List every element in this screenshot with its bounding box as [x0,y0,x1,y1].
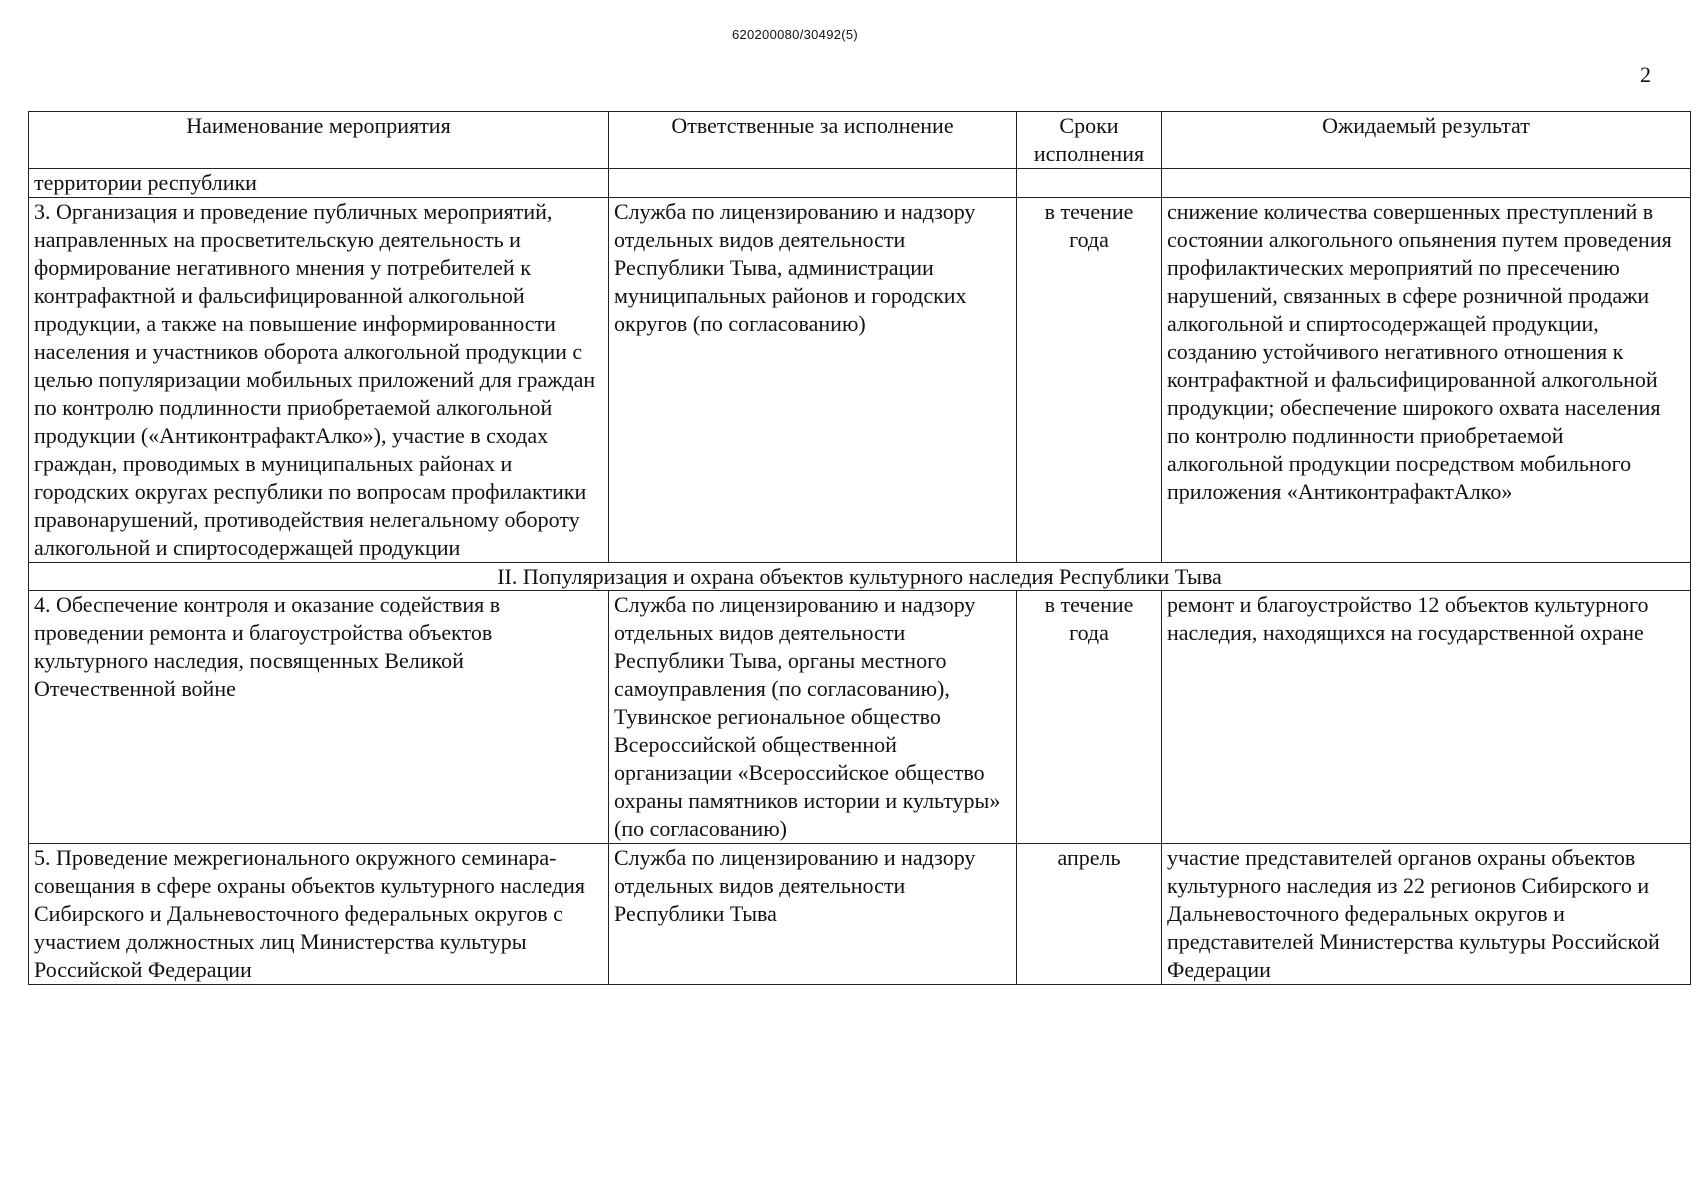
table-row [29,169,1691,198]
deadline-cell: в течение года [1017,591,1162,844]
result-cell: участие представителей органов охраны объектов культурного наследия из 22 регионов Сибирского и Дальневосточного федеральных округов и представителей Министерства культуры Российской Федерации [1162,844,1691,985]
events-table [28,111,1691,985]
column-header-name: Наименование мероприятия [29,112,609,169]
deadline-cell: в течение года [1017,198,1162,563]
result-cell: снижение количества совершенных преступлений в состоянии алкогольного опьянения путем проведения профилактических мероприятий по пресечению нарушений, связанных в сфере розничной продажи алкогольной и спиртосодержащей продукции, созданию устойчивого негативного отношения к контрафактной и фальсифицированной алкогольной продукции; обеспечение широкого охвата населения по контролю подлинности приобретаемой алкогольной продукции посредством мобильного приложения «АнтиконтрафактАлко» [1162,198,1691,563]
section-title: II. Популяризация и охрана объектов культурного наследия Республики Тыва [29,563,1691,591]
section-row [29,563,1691,591]
continuation-cell: территории республики [29,169,609,198]
responsible-cell: Служба по лицензированию и надзору отдельных видов деятельности Республики Тыва [609,844,1017,985]
column-header-responsible: Ответственные за исполнение [609,112,1017,169]
table-row [29,198,1691,563]
event-name-cell: 5. Проведение межрегионального окружного семинара-совещания в сфере охраны объектов культурного наследия Сибирского и Дальневосточного федеральных округов с участием должностных лиц Министерства культуры Российской Федерации [29,844,609,985]
event-name-cell: 3. Организация и проведение публичных мероприятий, направленных на просветительскую деятельность и формирование негативного мнения у потребителей к контрафактной и фальсифицированной алкогольной продукции, а также на повышение информированности населения и участников оборота алкогольной продукции с целью популяризации мобильных приложений для граждан по контролю подлинности приобретаемой алкогольной продукции («АнтиконтрафактАлко»), участие в сходах граждан, проводимых в муниципальных районах и городских округах республики по вопросам профилактики правонарушений, противодействия нелегальному обороту алкогольной и спиртосодержащей продукции [29,198,609,563]
responsible-cell: Служба по лицензированию и надзору отдельных видов деятельности Республики Тыва, органы местного самоуправления (по согласованию), Тувинское региональное общество Всероссийской общественной организации «Всероссийское общество охраны памятников истории и культуры» (по согласованию) [609,591,1017,844]
column-header-result: Ожидаемый результат [1162,112,1691,169]
page-number: 2 [1640,62,1651,87]
event-name-cell: 4. Обеспечение контроля и оказание содействия в проведении ремонта и благоустройства объектов культурного наследия, посвященных Великой Отечественной войне [29,591,609,844]
column-header-deadline: Сроки исполнения [1017,112,1162,169]
deadline-cell: апрель [1017,844,1162,985]
table-row [29,844,1691,985]
table-row [29,591,1691,844]
document-id: 620200080/30492(5) [731,27,859,42]
result-cell: ремонт и благоустройство 12 объектов культурного наследия, находящихся на государственной охране [1162,591,1691,844]
responsible-cell: Служба по лицензированию и надзору отдельных видов деятельности Республики Тыва, администрации муниципальных районов и городских округов (по согласованию) [609,198,1017,563]
table-header-row [29,112,1691,169]
